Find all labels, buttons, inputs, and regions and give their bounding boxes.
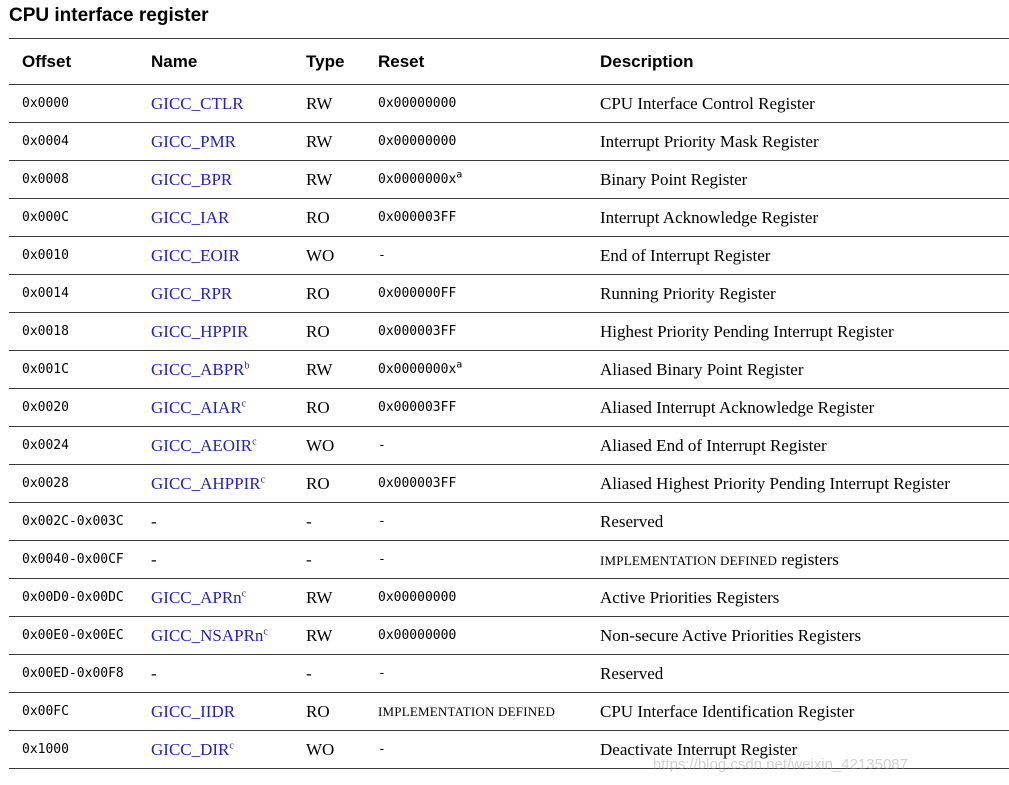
reset-value: 0x000003FF xyxy=(378,324,457,339)
register-name-link[interactable] xyxy=(138,237,293,275)
reset-value: 0x0000000x xyxy=(378,172,457,187)
register-name-text: GICC_NSAPRn xyxy=(151,625,264,645)
table-row xyxy=(9,161,1009,199)
cell-name xyxy=(138,655,293,693)
description-text: Reserved xyxy=(600,663,664,683)
cell-description xyxy=(587,579,1009,617)
cell-offset: 0x002C-0x003C xyxy=(22,514,124,529)
cell-type: RO xyxy=(306,321,330,341)
cell-reset xyxy=(365,427,587,465)
register-name-text: GICC_ABPR xyxy=(151,359,245,379)
description-text: Interrupt Acknowledge Register xyxy=(600,207,819,227)
cell-offset: 0x0020 xyxy=(22,400,69,415)
cell-offset: 0x00E0-0x00EC xyxy=(22,628,124,643)
register-name-text: GICC_AHPPIR xyxy=(151,473,261,493)
table-row xyxy=(9,693,1009,731)
register-name-link[interactable] xyxy=(138,579,293,617)
register-name-text: GICC_AEOIR xyxy=(151,435,253,455)
cell-description xyxy=(587,731,1009,769)
table-row xyxy=(9,199,1009,237)
cell-type: RW xyxy=(306,587,333,607)
cell-reset xyxy=(365,313,587,351)
cell-reset xyxy=(365,199,587,237)
description-text: registers xyxy=(777,549,839,569)
cell-offset: 0x1000 xyxy=(22,742,69,757)
register-name-link[interactable] xyxy=(138,427,293,465)
cell-offset: 0x0000 xyxy=(22,96,69,111)
cell-offset: 0x0028 xyxy=(22,476,69,491)
cell-reset xyxy=(365,503,587,541)
table-row xyxy=(9,465,1009,503)
table-row xyxy=(9,85,1009,123)
header-reset: Reset xyxy=(378,51,425,71)
register-name-link[interactable] xyxy=(138,85,293,123)
table-row xyxy=(9,617,1009,655)
reset-value: - xyxy=(378,438,386,453)
register-name-text: GICC_IIDR xyxy=(151,701,236,721)
register-name-text: GICC_IAR xyxy=(151,207,230,227)
reset-value: 0x000000FF xyxy=(378,286,457,301)
table-row xyxy=(9,389,1009,427)
register-name-text: GICC_RPR xyxy=(151,283,233,303)
footnote-marker: b xyxy=(244,359,250,371)
cell-reset xyxy=(365,161,587,199)
register-name-text: GICC_CTLR xyxy=(151,93,244,113)
description-text: CPU Interface Identification Register xyxy=(600,701,855,721)
cell-type: RO xyxy=(306,473,330,493)
cell-description xyxy=(587,275,1009,313)
register-name-link[interactable] xyxy=(138,313,293,351)
register-name-text: GICC_BPR xyxy=(151,169,233,189)
description-text: Aliased Binary Point Register xyxy=(600,359,804,379)
cell-offset: 0x0024 xyxy=(22,438,69,453)
register-name-link[interactable] xyxy=(138,123,293,161)
cell-type: RO xyxy=(306,207,330,227)
table-row xyxy=(9,427,1009,465)
cell-offset: 0x0008 xyxy=(22,172,69,187)
cell-type: RW xyxy=(306,359,333,379)
register-name-link[interactable] xyxy=(138,389,293,427)
cell-description xyxy=(587,237,1009,275)
cell-description xyxy=(587,465,1009,503)
description-text: Deactivate Interrupt Register xyxy=(600,739,798,759)
table-row xyxy=(9,123,1009,161)
cell-reset xyxy=(365,693,587,731)
table-row xyxy=(9,237,1009,275)
cell-reset xyxy=(365,465,587,503)
reset-value: 0x00000000 xyxy=(378,590,457,605)
table-row xyxy=(9,655,1009,693)
cell-reset xyxy=(365,237,587,275)
footnote-marker: c xyxy=(260,473,266,485)
cell-offset: 0x0010 xyxy=(22,248,69,263)
implementation-defined-text: IMPLEMENTATION DEFINED xyxy=(600,552,778,568)
register-name-link[interactable] xyxy=(138,465,293,503)
description-text: Aliased Highest Priority Pending Interrupt Register xyxy=(600,473,950,493)
cell-description xyxy=(587,351,1009,389)
cell-description xyxy=(587,199,1009,237)
cell-type: WO xyxy=(306,245,335,265)
footnote-marker: c xyxy=(252,435,257,447)
register-name-text: GICC_EOIR xyxy=(151,245,240,265)
footnote-marker: c xyxy=(263,625,268,637)
cell-type: RW xyxy=(306,93,333,113)
description-text: Active Priorities Registers xyxy=(600,587,780,607)
cell-reset xyxy=(365,731,587,769)
header-type: Type xyxy=(306,51,345,71)
footnote-marker: c xyxy=(241,587,247,599)
cell-offset: 0x0018 xyxy=(22,324,69,339)
header-name: Name xyxy=(151,51,198,71)
reset-value: 0x00000000 xyxy=(378,96,457,111)
cell-name xyxy=(138,541,293,579)
cell-offset: 0x00ED-0x00F8 xyxy=(22,666,124,681)
register-name-text: GICC_APRn xyxy=(151,587,242,607)
cell-description xyxy=(587,161,1009,199)
register-name-link[interactable] xyxy=(138,731,293,769)
cell-type: - xyxy=(306,663,312,683)
register-name-text: - xyxy=(151,663,157,683)
description-text: Interrupt Priority Mask Register xyxy=(600,131,819,151)
description-text: Non-secure Active Priorities Registers xyxy=(600,625,862,645)
description-text: Highest Priority Pending Interrupt Register xyxy=(600,321,894,341)
header-offset: Offset xyxy=(22,51,72,71)
cell-type: - xyxy=(306,511,312,531)
reset-value: - xyxy=(378,552,386,567)
cell-name xyxy=(138,503,293,541)
register-name-text: GICC_HPPIR xyxy=(151,321,249,341)
cell-reset xyxy=(365,275,587,313)
table-row xyxy=(9,313,1009,351)
cell-reset xyxy=(365,85,587,123)
table-row xyxy=(9,541,1009,579)
reset-value: 0x000003FF xyxy=(378,210,457,225)
cell-type: RO xyxy=(306,701,330,721)
description-text: End of Interrupt Register xyxy=(600,245,771,265)
description-text: Aliased End of Interrupt Register xyxy=(600,435,827,455)
cell-description xyxy=(587,427,1009,465)
footnote-marker: c xyxy=(241,397,247,409)
cell-offset: 0x00FC xyxy=(22,704,69,719)
cell-type: WO xyxy=(306,435,335,455)
cell-reset xyxy=(365,579,587,617)
cell-description xyxy=(587,541,1009,579)
cell-reset xyxy=(365,389,587,427)
cell-reset xyxy=(365,541,587,579)
table-row xyxy=(9,503,1009,541)
register-name-link[interactable] xyxy=(138,199,293,237)
reset-value: 0x000003FF xyxy=(378,400,457,415)
footnote-marker: c xyxy=(229,739,234,751)
cell-description xyxy=(587,85,1009,123)
cell-type: RW xyxy=(306,625,333,645)
cell-offset: 0x0040-0x00CF xyxy=(22,552,124,567)
description-text: CPU Interface Control Register xyxy=(600,93,815,113)
watermark: https://blog.csdn.net/weixin_42135087 xyxy=(652,756,908,773)
description-text: Reserved xyxy=(600,511,664,531)
reset-value: 0x000003FF xyxy=(378,476,457,491)
register-name-link[interactable] xyxy=(138,161,293,199)
table-row xyxy=(9,731,1009,769)
cell-description xyxy=(587,123,1009,161)
table-body xyxy=(9,85,1009,769)
footnote-marker: a xyxy=(456,359,463,371)
cell-type: RW xyxy=(306,169,333,189)
cell-type: RO xyxy=(306,283,330,303)
table-row xyxy=(9,351,1009,389)
reset-value: IMPLEMENTATION DEFINED xyxy=(378,703,556,719)
cell-type: WO xyxy=(306,739,335,759)
table-row xyxy=(9,275,1009,313)
reset-value: - xyxy=(378,514,386,529)
cell-offset: 0x001C xyxy=(22,362,69,377)
register-name-text: GICC_DIR xyxy=(151,739,230,759)
cell-description xyxy=(587,389,1009,427)
cell-type: - xyxy=(306,549,312,569)
reset-value: 0x0000000x xyxy=(378,362,457,377)
description-text: Running Priority Register xyxy=(600,283,776,303)
register-name-text: - xyxy=(151,549,157,569)
cell-description xyxy=(587,693,1009,731)
register-name-link[interactable] xyxy=(138,351,293,389)
reset-value: - xyxy=(378,742,386,757)
header-description: Description xyxy=(600,51,694,71)
cell-reset xyxy=(365,617,587,655)
footnote-marker: a xyxy=(456,169,463,181)
page-title: CPU interface register xyxy=(9,5,209,26)
cell-reset xyxy=(365,351,587,389)
cell-description xyxy=(587,655,1009,693)
cell-reset xyxy=(365,123,587,161)
reset-value: 0x00000000 xyxy=(378,134,457,149)
cell-description xyxy=(587,313,1009,351)
cell-description xyxy=(587,617,1009,655)
cell-offset: 0x0014 xyxy=(22,286,69,301)
cell-offset: 0x00D0-0x00DC xyxy=(22,590,124,605)
register-name-link[interactable] xyxy=(138,617,293,655)
cell-type: RO xyxy=(306,397,330,417)
register-name-link[interactable] xyxy=(138,275,293,313)
cell-description xyxy=(587,503,1009,541)
reset-value: - xyxy=(378,666,386,681)
reset-value: 0x00000000 xyxy=(378,628,457,643)
table-header-row xyxy=(9,39,1009,85)
register-name-text: GICC_PMR xyxy=(151,131,237,151)
register-name-text: GICC_AIAR xyxy=(151,397,242,417)
cell-reset xyxy=(365,655,587,693)
cell-offset: 0x0004 xyxy=(22,134,69,149)
reset-value: - xyxy=(378,248,386,263)
register-name-link[interactable] xyxy=(138,693,293,731)
description-text: Aliased Interrupt Acknowledge Register xyxy=(600,397,875,417)
cell-type: RW xyxy=(306,131,333,151)
description-text: Binary Point Register xyxy=(600,169,748,189)
table-row xyxy=(9,579,1009,617)
register-table-container xyxy=(9,38,950,783)
cell-offset: 0x000C xyxy=(22,210,69,225)
register-name-text: - xyxy=(151,511,157,531)
register-table xyxy=(9,38,1009,769)
